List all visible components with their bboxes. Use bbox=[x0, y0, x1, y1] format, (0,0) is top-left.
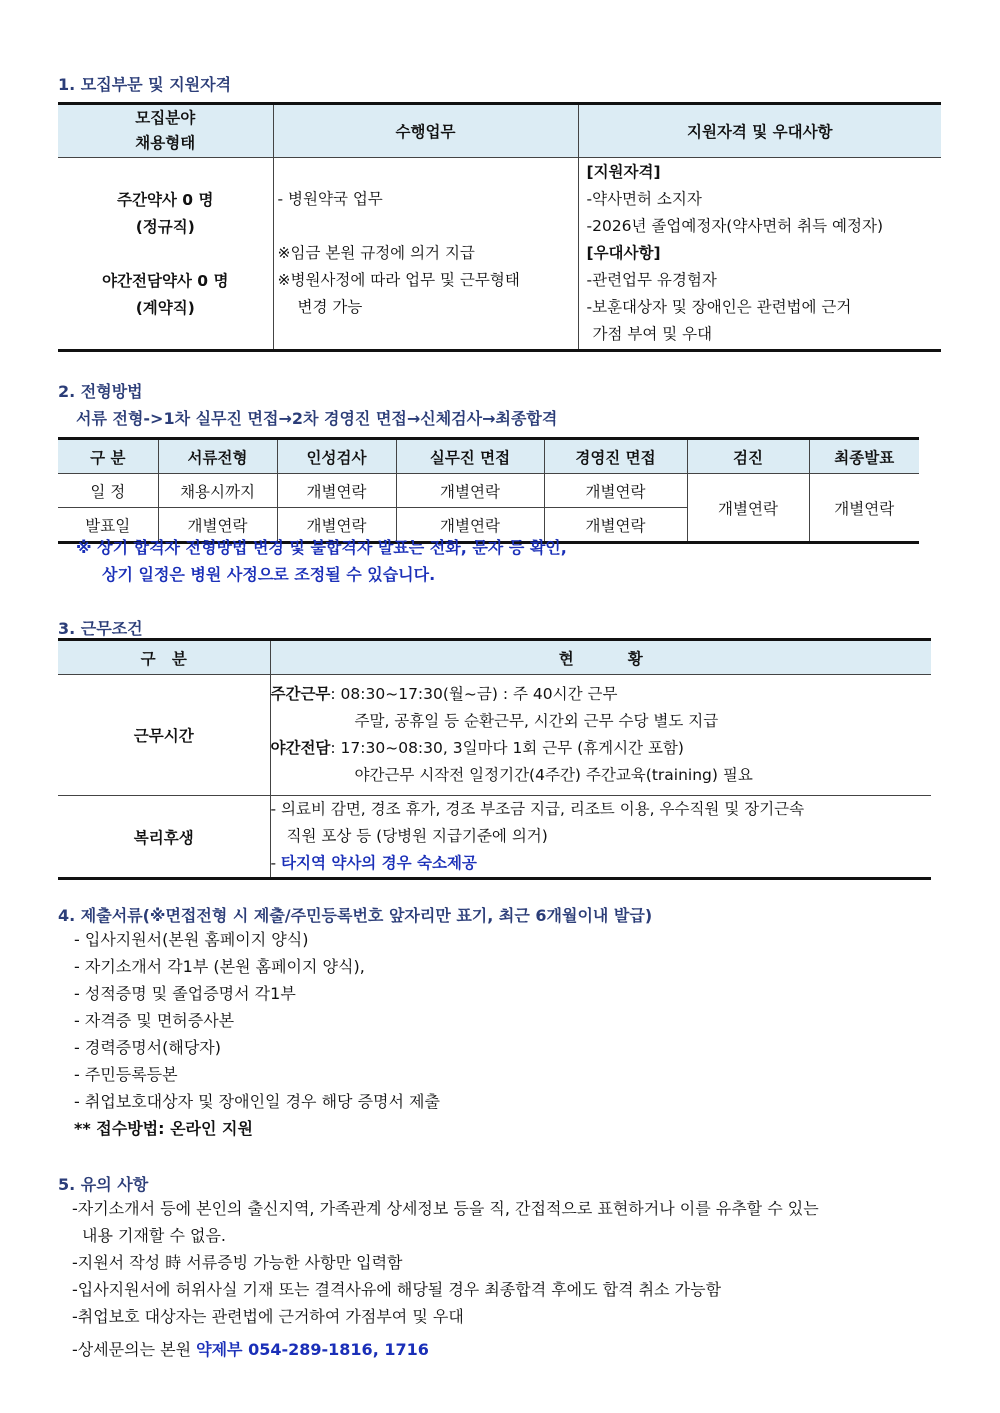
welfare-cell: - 의료비 감면, 경조 휴가, 경조 부조금 지급, 리조트 이용, 우수직원 및 장기근속 직원 포상 등 (당병원 지급기준에 의거) - 타지역 약사의 경우 숙소제공 bbox=[270, 796, 931, 879]
section-1-title: 1. 모집부문 및 지원자격 bbox=[58, 75, 232, 94]
list-item: - 자기소개서 각1부 (본원 홈페이지 양식), bbox=[74, 957, 365, 976]
schedule-note-2: 상기 일정은 병원 사정으로 조정될 수 있습니다. bbox=[102, 565, 436, 584]
schedule-cell: 개별연락 bbox=[277, 508, 396, 543]
hours-cell: 주간근무: 08:30~17:30(월~금) : 주 40시간 근무 주말, 공휴일 등 순환근무, 시간외 근무 수당 별도 지급 야간전담: 17:30~08:30, 3일마다 1회 근무 (휴게시간 포함) 야간근무 시작전 일정기간(4주간) 주간교육(training) 필요 bbox=[270, 675, 931, 796]
list-item: - 자격증 및 면허증사본 bbox=[74, 1011, 235, 1030]
list-item: -지원서 작성 時 서류증빙 가능한 사항만 입력함 bbox=[72, 1253, 403, 1272]
schedule-header: 최종발표 bbox=[809, 439, 919, 474]
contact-line: -상세문의는 본원 약제부 054-289-1816, 1716 bbox=[72, 1340, 429, 1359]
list-item: -자기소개서 등에 본인의 출신지역, 가족관계 상세정보 등을 직, 간접적으로 표현하거나 이를 유추할 수 있는 bbox=[72, 1199, 819, 1218]
final-cell: 개별연락 bbox=[809, 474, 919, 543]
document-list bbox=[74, 926, 440, 1142]
position-night-type: (계약직) bbox=[135, 299, 195, 317]
contact-info: 약제부 054-289-1816, 1716 bbox=[196, 1340, 429, 1359]
schedule-header: 검진 bbox=[687, 439, 809, 474]
caution-list bbox=[72, 1195, 932, 1363]
list-item: 내용 기재할 수 없음. bbox=[82, 1226, 226, 1245]
schedule-cell: 개별연락 bbox=[396, 474, 544, 508]
schedule-cell: 개별연락 bbox=[277, 474, 396, 508]
apply-method: ** 접수방법: 온라인 지원 bbox=[74, 1119, 253, 1138]
schedule-cell: 개별연락 bbox=[396, 508, 544, 543]
list-item: - 입사지원서(본원 홈페이지 양식) bbox=[74, 930, 309, 949]
schedule-cell: 발표일 bbox=[58, 508, 158, 543]
section-4-title: 4. 제출서류(※면접전형 시 제출/주민등록번호 앞자리만 표기, 최근 6개월이내 발급) bbox=[58, 906, 653, 925]
checkup-cell: 개별연락 bbox=[687, 474, 809, 543]
schedule-table bbox=[58, 437, 919, 544]
task-cell: - 병원약국 업무 ※임금 본원 규정에 의거 지급 ※병원사정에 따라 업무 및 근무형태 변경 가능 bbox=[273, 158, 578, 351]
section-5-title: 5. 유의 사항 bbox=[58, 1175, 149, 1194]
conditions-header-value: 현 황 bbox=[270, 640, 931, 675]
list-item: - 주민등록등본 bbox=[74, 1065, 178, 1084]
list-item: - 경력증명서(해당자) bbox=[74, 1038, 221, 1057]
position-night: 야간전담약사 0 명 bbox=[102, 272, 229, 290]
position-day: 주간약사 0 명 bbox=[117, 191, 214, 209]
night-label: 야간전담 bbox=[270, 739, 331, 757]
schedule-cell: 채용시까지 bbox=[158, 474, 277, 508]
header-position: 모집분야 채용형태 bbox=[58, 104, 273, 158]
schedule-note-1: ※ 상기 합격자 전형방법 변경 및 불합격자 발표는 전화, 문자 등 확인, bbox=[76, 538, 567, 557]
header-task: 수행업무 bbox=[273, 104, 578, 158]
schedule-cell: 개별연락 bbox=[544, 474, 687, 508]
recruit-table bbox=[58, 102, 941, 352]
header-qualification: 지원자격 및 우대사항 bbox=[578, 104, 941, 158]
hours-label: 근무시간 bbox=[58, 675, 270, 796]
schedule-cell: 일 정 bbox=[58, 474, 158, 508]
schedule-header: 실무진 면접 bbox=[396, 439, 544, 474]
list-item: -취업보호 대상자는 관련법에 근거하여 가점부여 및 우대 bbox=[72, 1307, 464, 1326]
list-item: - 취업보호대상자 및 장애인일 경우 해당 증명서 제출 bbox=[74, 1092, 440, 1111]
position-day-type: (정규직) bbox=[135, 218, 195, 236]
lodging-note: 타지역 약사의 경우 숙소제공 bbox=[281, 854, 477, 872]
list-item: -입사지원서에 허위사실 기재 또는 결격사유에 해당될 경우 최종합격 후에도 합격 취소 가능함 bbox=[72, 1280, 722, 1299]
schedule-cell: 개별연락 bbox=[158, 508, 277, 543]
section-2-title: 2. 전형방법 bbox=[58, 382, 143, 401]
day-label: 주간근무 bbox=[270, 685, 331, 703]
list-item: - 성적증명 및 졸업증명서 각1부 bbox=[74, 984, 296, 1003]
positions-cell bbox=[58, 158, 273, 351]
welfare-label: 복리후생 bbox=[58, 796, 270, 879]
selection-flow: 서류 전형->1차 실무진 면접→2차 경영진 면접→신체검사→최종합격 bbox=[76, 409, 558, 428]
schedule-header: 서류전형 bbox=[158, 439, 277, 474]
schedule-header: 인성검사 bbox=[277, 439, 396, 474]
conditions-header-key: 구 분 bbox=[58, 640, 270, 675]
section-3-title: 3. 근무조건 bbox=[58, 619, 143, 638]
qualification-cell: [지원자격] -약사면허 소지자 -2026년 졸업예정자(약사면허 취득 예정자) [우대사항] -관련업무 유경험자 -보훈대상자 및 장애인은 관련법에 근거 가점 부여 및 우대 bbox=[578, 158, 941, 351]
schedule-header: 경영진 면접 bbox=[544, 439, 687, 474]
schedule-cell: 개별연락 bbox=[544, 508, 687, 543]
schedule-header: 구 분 bbox=[58, 439, 158, 474]
conditions-table bbox=[58, 638, 931, 880]
